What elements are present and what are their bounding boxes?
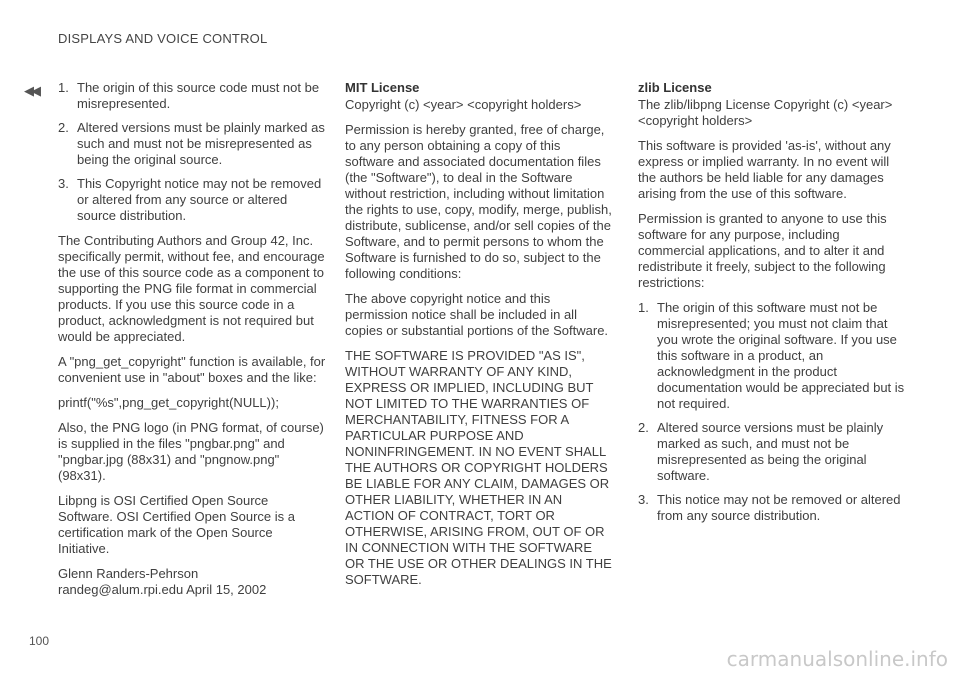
list-number: 2. <box>638 420 649 435</box>
paragraph: Permission is granted to anyone to use this software for any purpose, including commercial applications, and to alter it and redistribute it freely, subject to the following restrictions: <box>638 211 887 290</box>
list-item <box>638 420 906 484</box>
mit-license-heading: MIT License <box>345 80 420 95</box>
disclaimer-paragraph: THE SOFTWARE IS PROVIDED "AS IS", WITHOUT WARRANTY OF ANY KIND, EXPRESS OR IMPLIED, INCLUDING BUT NOT LIMITED TO THE WARRANTIES OF MERCHANTABILITY, FITNESS FOR A PARTICULAR PURPOSE AND NONINFRINGEMENT. IN NO EVENT SHALL THE AUTHORS OR COPYRIGHT HOLDERS BE LIABLE FOR ANY CLAIM, DAMAGES OR OTHER LIABILITY, WHETHER IN AN ACTION OF CONTRACT, TORT OR OTHERWISE, ARISING FROM, OUT OF OR IN CONNECTION WITH THE SOFTWARE OR THE USE OR OTHER DEALINGS IN THE SOFTWARE. <box>345 348 612 587</box>
png-conditions-list <box>58 80 326 224</box>
zlib-license-heading: zlib License <box>638 80 712 95</box>
zlib-restrictions-list <box>638 300 906 524</box>
list-text: Altered versions must be plainly marked as such and must not be misrepresented as being the original source. <box>77 120 325 167</box>
list-number: 3. <box>58 176 69 191</box>
list-number: 3. <box>638 492 649 507</box>
list-text: This Copyright notice may not be removed or altered from any source or altered source distribution. <box>77 176 322 223</box>
page-number: 100 <box>29 634 50 648</box>
list-item <box>58 176 326 224</box>
list-text: This notice may not be removed or altered from any source distribution. <box>657 492 901 523</box>
paragraph: This software is provided 'as-is', without any express or implied warranty. In no event will the authors be held liable for any damages arising from the use of this software. <box>638 138 891 201</box>
paragraph: The Contributing Authors and Group 42, Inc. specifically permit, without fee, and encourage the use of this source code as a component to supporting the PNG file format in commercial products. If you use this source code in a product, acknowledgment is not required but would be appreciated. <box>58 233 325 344</box>
list-number: 2. <box>58 120 69 135</box>
paragraph: Copyright (c) <year> <copyright holders> <box>345 97 582 112</box>
paragraph: Libpng is OSI Certified Open Source Software. OSI Certified Open Source is a certification mark of the Open Source Initiative. <box>58 493 295 556</box>
column-2 <box>345 80 613 597</box>
paragraph: A "png_get_copyright" function is available, for convenient use in "about" boxes and the like: <box>58 354 326 385</box>
watermark-text: carmanualsonline.info <box>726 647 948 671</box>
paragraph: The above copyright notice and this permission notice shall be included in all copies or substantial portions of the Software. <box>345 291 609 338</box>
paragraph: Also, the PNG logo (in PNG format, of course) is supplied in the files "pngbar.png" and "pngbar.jpg (88x31) and "pngnow.png" (98x31). <box>58 420 324 483</box>
column-3 <box>638 80 906 533</box>
list-item <box>58 120 326 168</box>
list-item <box>638 300 906 412</box>
paragraph: The zlib/libpng License Copyright (c) <year> <copyright holders> <box>638 97 893 128</box>
list-number: 1. <box>638 300 649 315</box>
section-title: DISPLAYS AND VOICE CONTROL <box>58 31 268 46</box>
list-item <box>638 492 906 524</box>
column-1 <box>58 80 326 607</box>
list-number: 1. <box>58 80 69 95</box>
author-signature: Glenn Randers-Pehrson randeg@alum.rpi.edu April 15, 2002 <box>58 566 267 597</box>
list-item <box>58 80 326 112</box>
code-line: printf("%s",png_get_copyright(NULL)); <box>58 395 279 410</box>
list-text: The origin of this software must not be misrepresented; you must not claim that you wrote the original software. If you use this software in a product, an acknowledgment in the product documentation would be appreciated but is not required. <box>657 300 905 411</box>
paragraph: Permission is hereby granted, free of charge, to any person obtaining a copy of this software and associated documentation files (the "Software"), to deal in the Software without restriction, including without limitation the rights to use, copy, modify, merge, publish, distribute, sublicense, and/or sell copies of the Software, and to permit persons to whom the Software is furnished to do so, subject to the following conditions: <box>345 122 612 281</box>
list-text: The origin of this source code must not be misrepresented. <box>77 80 320 111</box>
back-arrow-icon[interactable]: ◀◀ <box>24 83 38 98</box>
list-text: Altered source versions must be plainly marked as such, and must not be misrepresented as being the original software. <box>657 420 884 483</box>
